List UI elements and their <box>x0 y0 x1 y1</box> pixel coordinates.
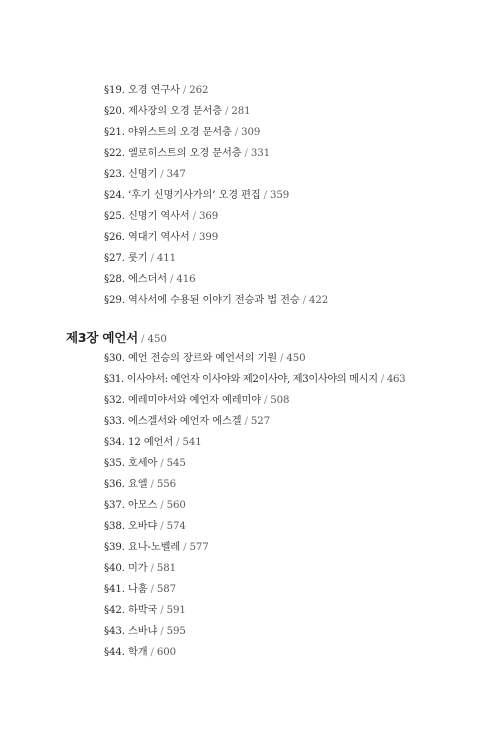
toc-entry-title: §42. 하박국 <box>104 605 158 616</box>
toc-separator: / <box>160 169 164 180</box>
toc-entry-page: 541 <box>182 437 202 448</box>
toc-separator: / <box>160 626 164 637</box>
toc-separator: / <box>224 106 229 117</box>
toc-separator: / <box>263 190 267 201</box>
toc-entry-title: §21. 야위스트의 오경 문서층 <box>104 127 232 138</box>
toc-entry-page: 411 <box>156 253 177 264</box>
toc-entry-page: 416 <box>176 274 196 285</box>
toc-separator: / <box>160 605 164 616</box>
toc-entry <box>104 292 328 310</box>
toc-entry-page: 595 <box>166 626 186 637</box>
toc-entry-page: 450 <box>286 353 306 364</box>
toc-entry <box>104 229 218 247</box>
toc-entry-page: 281 <box>231 106 251 117</box>
toc-separator: / <box>234 127 239 138</box>
toc-separator: / <box>380 374 384 385</box>
toc-entry-title: §32. 예레미야서와 예언자 예레미야 <box>104 395 261 406</box>
toc-separator: / <box>263 395 268 406</box>
toc-entry-title: §26. 역대기 역사서 <box>104 232 190 243</box>
toc-entry-page: 422 <box>308 295 329 306</box>
toc-entry <box>104 392 289 410</box>
toc-entry <box>104 350 305 368</box>
toc-entry <box>104 644 176 662</box>
toc-separator: / <box>150 584 154 595</box>
toc-entry <box>104 250 176 268</box>
toc-entry-title: §40. 미가 <box>104 563 148 574</box>
toc-entry-page: 463 <box>386 374 406 385</box>
toc-entry-page: 574 <box>166 521 186 532</box>
toc-entry <box>104 602 186 620</box>
toc-entry <box>104 413 270 431</box>
chapter-page: 450 <box>147 334 167 345</box>
toc-entry <box>104 518 186 536</box>
toc-entry <box>104 208 218 226</box>
toc-separator: / <box>170 274 174 285</box>
toc-entry <box>104 145 270 163</box>
toc-entry-title: §34. 12 예언서 <box>104 437 174 448</box>
chapter-title: 제3장 예언서 <box>66 330 139 345</box>
toc-entry <box>104 103 250 121</box>
toc-entry <box>104 371 405 389</box>
toc-separator: / <box>150 647 154 658</box>
toc-entry <box>104 271 196 289</box>
toc-separator: / <box>183 542 187 553</box>
toc-entry <box>104 455 186 473</box>
toc-entry-page: 581 <box>156 563 177 574</box>
toc-entry-title: §19. 오경 연구사 <box>104 85 180 96</box>
toc-entry-page: 347 <box>166 169 186 180</box>
toc-entry-title: §44. 학개 <box>104 647 148 658</box>
toc-entry-page: 262 <box>189 85 209 96</box>
toc-separator: / <box>160 500 164 511</box>
toc-entry <box>104 560 176 578</box>
toc-separator: / <box>244 416 248 427</box>
toc-entry-page: 600 <box>156 647 177 658</box>
toc-entry-page: 545 <box>166 458 186 469</box>
toc-entry <box>104 497 186 515</box>
toc-entry <box>104 539 209 557</box>
toc-entry-title: §20. 제사장의 오경 문서층 <box>104 106 222 117</box>
toc-entry-page: 359 <box>269 190 290 201</box>
toc-separator: / <box>150 253 154 264</box>
toc-separator: / <box>141 334 145 345</box>
toc-entry-title: §22. 엘로히스트의 오경 문서층 <box>104 148 242 159</box>
toc-entry-page: 331 <box>250 148 270 159</box>
toc-entry-page: 591 <box>166 605 186 616</box>
toc-separator: / <box>160 521 164 532</box>
toc-entry <box>104 124 260 142</box>
toc-separator: / <box>160 458 164 469</box>
chapter-heading <box>66 326 167 348</box>
toc-entry-title: §25. 신명기 역사서 <box>104 211 190 222</box>
toc-entry-title: §41. 나훔 <box>104 584 148 595</box>
toc-entry <box>104 434 202 452</box>
toc-entry-title: §39. 요나-노벨레 <box>104 542 181 553</box>
toc-entry-page: 369 <box>198 211 219 222</box>
toc-entry-page: 508 <box>270 395 290 406</box>
toc-separator: / <box>244 148 248 159</box>
toc-entry-title: §28. 에스더서 <box>104 274 167 285</box>
toc-entry-title: §30. 예언 전승의 장르와 예언서의 기원 <box>104 353 277 364</box>
toc-entry-title: §31. 이사야서: 예언자 이사야와 제2이사야, 제3이사야의 메시지 <box>104 374 378 385</box>
toc-entry-page: 560 <box>166 500 186 511</box>
toc-entry-page: 527 <box>250 416 270 427</box>
toc-entry <box>104 187 289 205</box>
toc-separator: / <box>302 295 306 306</box>
toc-separator: / <box>279 353 284 364</box>
toc-entry-title: §29. 역사서에 수용된 이야기 전승과 법 전승 <box>104 295 300 306</box>
toc-entry <box>104 476 176 494</box>
toc-entry <box>104 166 186 184</box>
toc-entry <box>104 82 208 100</box>
toc-entry-title: §23. 신명기 <box>104 169 158 180</box>
toc-entry-title: §38. 오바댜 <box>104 521 158 532</box>
toc-entry-page: 399 <box>198 232 219 243</box>
toc-entry-title: §43. 스바냐 <box>104 626 158 637</box>
toc-separator: / <box>192 211 196 222</box>
toc-entry-title: §37. 아모스 <box>104 500 158 511</box>
toc-separator: / <box>176 437 180 448</box>
toc-separator: / <box>182 85 187 96</box>
toc-entry <box>104 623 186 641</box>
toc-entry-title: §36. 요엘 <box>104 479 148 490</box>
toc-entry-page: 556 <box>156 479 177 490</box>
toc-entry <box>104 581 176 599</box>
toc-entry-page: 577 <box>189 542 209 553</box>
toc-entry-title: §24. ‘후기 신명기사가의’ 오경 편집 <box>104 190 261 201</box>
toc-entry-page: 587 <box>156 584 177 595</box>
toc-separator: / <box>150 479 154 490</box>
toc-entry-title: §33. 에스겔서와 예언자 에스겔 <box>104 416 242 427</box>
toc-entry-title: §27. 룻기 <box>104 253 148 264</box>
toc-entry-title: §35. 호세아 <box>104 458 158 469</box>
toc-separator: / <box>150 563 154 574</box>
toc-separator: / <box>192 232 196 243</box>
toc-entry-page: 309 <box>241 127 261 138</box>
